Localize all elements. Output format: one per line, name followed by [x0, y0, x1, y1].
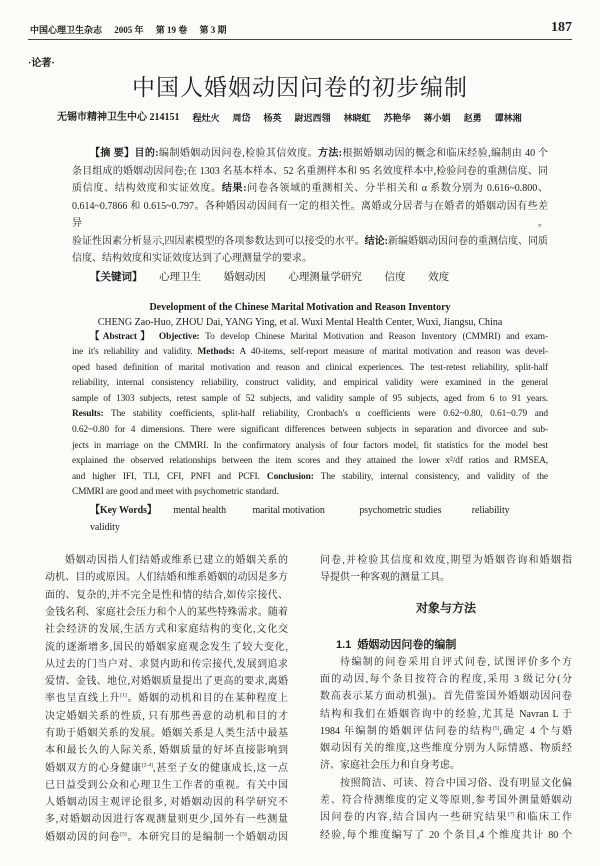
- text-line: [45, 604, 288, 621]
- bold-label: Conclusion:: [266, 471, 314, 482]
- text-run: sample of 1303 subjects, retest sample of 52 subjects, and validity sample of 95 subjects, aged from 6 to 91 years.: [72, 393, 548, 404]
- text-line: [72, 361, 548, 377]
- text-line: [72, 330, 548, 346]
- english-title: Development of the Chinese Marital Motivation and Reason Inventory: [149, 301, 451, 313]
- text-run: 问卷各领域的重测相关、分半相关和 α 系数分别为 0.616~0.800、: [246, 183, 549, 194]
- text-line: [72, 180, 548, 198]
- citation: [5]: [120, 831, 127, 838]
- text-run: 。婚姻的动机和目的在某种程度上: [126, 693, 289, 705]
- author: 杨英: [263, 113, 282, 123]
- text-run: 和临床工作: [514, 812, 573, 824]
- text-run: 婚姻双方的心身健康: [45, 762, 142, 774]
- subsection-title: 婚姻动因问卷的编制: [357, 638, 457, 651]
- text-line: [72, 345, 548, 361]
- text-run: 婚姻动因指人们结婚或维系已建立的婚姻关系的: [65, 555, 288, 567]
- text-line: [320, 792, 572, 809]
- text-line: [320, 706, 572, 723]
- running-header-row: [28, 0, 572, 40]
- chinese-keywords: [72, 269, 548, 286]
- body-left-column: [45, 552, 288, 846]
- text-run: 信度、结构效度和实证效度达到了心理测量学的要求。: [72, 253, 312, 264]
- author: 蒋小娟: [423, 113, 451, 123]
- body-right-column: [320, 654, 572, 844]
- keywords-label: 【关键词】: [90, 271, 143, 283]
- text-run: 动机、目的或原因。人们结婚和维系婚姻的动因是多方: [45, 572, 288, 584]
- text-run: 根据婚姻动因的概念和临床经验,编制由 40 个: [342, 148, 548, 159]
- text-run: 从过去的门当户对、求贤内助和传宗接代,发展到追求: [45, 658, 288, 670]
- keyword: 心理卫生: [159, 271, 202, 283]
- bold-label: 结论:: [364, 235, 388, 247]
- text-line: [45, 708, 288, 725]
- text-run: 经验,每个维度编写了 20 个条目,4 个维度共计 80 个: [320, 829, 572, 841]
- text-run: 婚姻动因的问卷: [45, 831, 121, 843]
- running-header: [28, 23, 237, 36]
- text-run: 人婚姻动因主观评论很多, 对婚姻动因的科学研究不: [45, 797, 288, 809]
- bold-label: 方法:: [317, 148, 343, 159]
- author: 尉迟西翎: [294, 113, 331, 123]
- journal-year: 2005 年: [114, 25, 144, 35]
- text-run: 姻动因有关的维度,这些维度分别为人际情感、物质经: [320, 743, 572, 755]
- author: 林晓虹: [343, 113, 371, 123]
- text-line: [320, 688, 572, 705]
- text-run: 决定婚姻关系的性质, 只有那些善意的动机和目的才: [45, 710, 288, 722]
- text-run: and higher IFI, TLI, CFI, PNFI and PCFI.: [72, 471, 267, 482]
- text-run: 待编制的问卷采用自评式问卷, 试图评价多个方: [340, 656, 572, 668]
- text-run: 。本研究目的是编制一个婚姻动因: [126, 831, 289, 843]
- body-right-column-wrap: [320, 552, 572, 846]
- journal-name: 中国心理卫生杂志: [30, 25, 103, 35]
- text-run: 面的动因,每个条目按符合的程度,采用 3 级记分(分: [320, 673, 572, 685]
- keyword: 效度: [428, 271, 450, 283]
- text-line: [45, 621, 288, 638]
- journal-issue: 第 3 期: [199, 25, 227, 35]
- english-keywords: [72, 502, 548, 536]
- paper-title: 中国人婚姻动因问卷的初步编制: [132, 75, 468, 100]
- text-run: 济、家庭社会压力和自身考虑。: [320, 760, 460, 772]
- keyword: reliability: [471, 505, 510, 517]
- text-run: 差、符合待测维度的定义等原则,参考国外测量婚姻动: [320, 795, 572, 806]
- text-line: [45, 742, 288, 759]
- text-line: [45, 673, 288, 690]
- text-run: CMMRI are good and meet with psychometric standard.: [72, 487, 279, 498]
- journal-volume: 第 19 卷: [155, 25, 188, 35]
- body-columns: [28, 552, 572, 846]
- text-line: [72, 198, 548, 233]
- subsection-heading: [320, 637, 572, 654]
- text-line: [320, 671, 572, 688]
- author: 苏艳华: [383, 113, 411, 123]
- text-line: [45, 794, 288, 811]
- text-line: [45, 639, 288, 656]
- text-run: 0.614~0.7866 和 0.615~0.797。各种婚因动因间有一定的相关性。离婚或分居者与在婚者的婚姻动因有些差异。: [72, 200, 548, 229]
- text-run: To develop Chinese Marital Motivation and Reason Inventory (CMMRI) and exam-: [199, 331, 548, 342]
- author: 程灶火: [192, 113, 220, 123]
- text-run: 面的、复杂的,并不完全是性和情的结合,如传宗接代、: [45, 589, 288, 601]
- text-run: 多,对婚姻动因进行客观测量则更少,国外有一些测量: [45, 814, 288, 826]
- text-run: 问卷,并检验其信度和效度,期望为婚姻咨询和婚姻指: [320, 555, 572, 567]
- english-abstract-block: [72, 330, 548, 537]
- text-line: [72, 145, 548, 163]
- text-run: 数高表示某方面动机强)。首先借鉴国外婚姻动因问卷: [320, 691, 572, 703]
- chinese-abstract: [72, 145, 548, 268]
- text-line: [45, 829, 288, 846]
- text-line: [320, 757, 572, 774]
- text-line: [45, 587, 288, 604]
- body-right-intro: [320, 552, 572, 587]
- keyword: marital motivation: [252, 505, 325, 517]
- text-line: [320, 775, 572, 792]
- text-line: [72, 454, 548, 470]
- text-run: A 40-items, self-report measure of marital motivation and reason was devel-: [234, 347, 548, 358]
- bold-label: 结果:: [221, 183, 247, 194]
- text-run: 流的逐渐增多,国民的婚姻家庭观念发生了较大变化,: [45, 641, 288, 653]
- text-line: [320, 827, 572, 844]
- text-line: [72, 250, 548, 268]
- bold-label: 【Abstract】 Objective:: [90, 331, 200, 342]
- subsection-number: 1.1: [336, 638, 352, 651]
- citation: [7]: [508, 811, 515, 818]
- text-line: [45, 690, 288, 707]
- text-line: [72, 407, 548, 423]
- text-line: [72, 485, 548, 501]
- text-run: 率也呈直线上升: [45, 693, 121, 705]
- text-line: [320, 723, 572, 740]
- text-run: 验证性因素分析显示,四因素模型的各项参数达到可以接受的水平。: [72, 235, 365, 247]
- text-line: [320, 809, 572, 826]
- text-line: [45, 760, 288, 777]
- text-line: [45, 811, 288, 828]
- text-line: [320, 552, 572, 569]
- text-run: The stability coefficients, split-half reliability, Cronbach's α coefficients were 0.62~0.80, 0.61~0.79 and: [103, 409, 548, 420]
- text-line: [320, 654, 572, 671]
- text-run: 新编婚姻动因问卷的重测信度、同质: [387, 235, 549, 247]
- text-line: [72, 376, 548, 392]
- text-run: oped based definition of marital motivation and reason and clinical experiences. The test-retest reliability, split-half: [72, 362, 548, 373]
- text-run: 0.62~0.80 for 4 dimensions. There were significant differences between subjects in separation and divorcee and sub-: [72, 425, 548, 436]
- english-authors: CHENG Zao-Huo, ZHOU Dai, YANG Ying, et al. Wuxi Mental Health Center, Wuxi, Jiangsu, China: [97, 316, 503, 328]
- section-heading: 对象与方法: [415, 600, 476, 615]
- column-tag: ·论著·: [28, 58, 55, 69]
- text-run: 1984 年编制的婚姻评估问卷的结构: [320, 725, 493, 737]
- keyword: mental health: [173, 505, 227, 517]
- text-run: 有助于婚姻关系的发展。婚姻关系是人类生活中最基: [45, 728, 288, 739]
- text-run: 条目组成的婚姻动因问卷;在 1303 名基本样本、52 名重测样本和 95 名效度样本中,检验问卷的重测信度、同: [72, 165, 548, 177]
- keyword: 信度: [384, 271, 406, 283]
- text-line: [72, 470, 548, 486]
- citation: [2-4]: [141, 762, 153, 769]
- text-run: 金钱名利、家庭社会压力和个人的某些特殊需求。随着: [45, 606, 288, 618]
- text-run: reliability, internal consistency reliability, construct validity, and empirical validity were examined in the general: [72, 378, 548, 389]
- text-run: 社会经济的发展,生活方式和家庭结构的变化,文化交: [45, 624, 288, 636]
- text-line: [45, 656, 288, 673]
- text-run: 因问卷的内容,结合国内一些研究结果: [320, 812, 509, 824]
- text-line: [45, 725, 288, 742]
- text-line: [45, 569, 288, 586]
- text-line: [72, 392, 548, 408]
- author: 赵勇: [463, 113, 482, 123]
- text-line: [320, 569, 572, 586]
- text-run: 编制婚姻动因问卷,检验其信效度。: [158, 148, 318, 159]
- english-abstract: [72, 330, 548, 502]
- citation: [5]: [492, 725, 500, 732]
- text-run: 按照简洁、可读、符合中国习俗、没有明显文化偏: [340, 777, 572, 789]
- text-run: jects in marriage on the CMMRI. In the confirmatory analysis of four factors model, fit statistics for the model best: [72, 440, 548, 451]
- chinese-abstract-block: [72, 145, 548, 286]
- text-run: 质信度、结构效度和实证效度。: [72, 183, 222, 194]
- text-run: explained the observed relationships between the item scores and they attained the lower x²/df ratios and RMSEA,: [72, 456, 548, 467]
- keyword: psychometric studies: [359, 505, 442, 517]
- text-run: 本和最长久的人际关系, 婚姻质量的好坏直接影响到: [45, 745, 288, 757]
- text-run: The stability, internal consistency, and validity of the: [313, 471, 548, 482]
- text-run: 导提供一种客观的测量工具。: [320, 572, 450, 584]
- keyword: 心理测量学研究: [288, 271, 362, 283]
- text-line: [72, 163, 548, 181]
- text-run: 结构和我们在婚姻咨询中的经验,尤其是 Navran L 于: [320, 708, 572, 720]
- text-run: ine it's reliability and validity.: [72, 347, 198, 358]
- keywords-label: 【Key Words】: [90, 505, 157, 517]
- author: 谭林湘: [494, 113, 522, 123]
- bold-label: Methods:: [197, 347, 235, 358]
- bold-label: 【摘 要】目的:: [90, 148, 159, 159]
- page-number: 187: [551, 20, 572, 35]
- text-line: [45, 552, 288, 569]
- text-line: [72, 423, 548, 439]
- author-line: [57, 111, 572, 125]
- text-line: [45, 777, 288, 794]
- affiliation: 无锡市精神卫生中心 214151: [57, 112, 180, 123]
- text-run: ,甚至子女的健康成长,这一点: [152, 762, 289, 774]
- keyword: validity: [90, 522, 120, 534]
- text-run: ,确定 4 个与婚: [499, 725, 573, 737]
- text-line: [320, 740, 572, 757]
- text-run: 已日益受到公众和心理卫生工作者的重视。有关中国: [45, 779, 288, 791]
- text-line: [72, 439, 548, 455]
- text-run: 爱情、金钱、地位,对婚姻质量提出了更高的要求,离婚: [45, 676, 288, 688]
- author: 周岱: [232, 113, 251, 123]
- citation: [1]: [120, 693, 127, 700]
- text-line: [72, 233, 548, 251]
- keyword: 婚姻动因: [223, 271, 266, 283]
- bold-label: Results:: [72, 409, 104, 420]
